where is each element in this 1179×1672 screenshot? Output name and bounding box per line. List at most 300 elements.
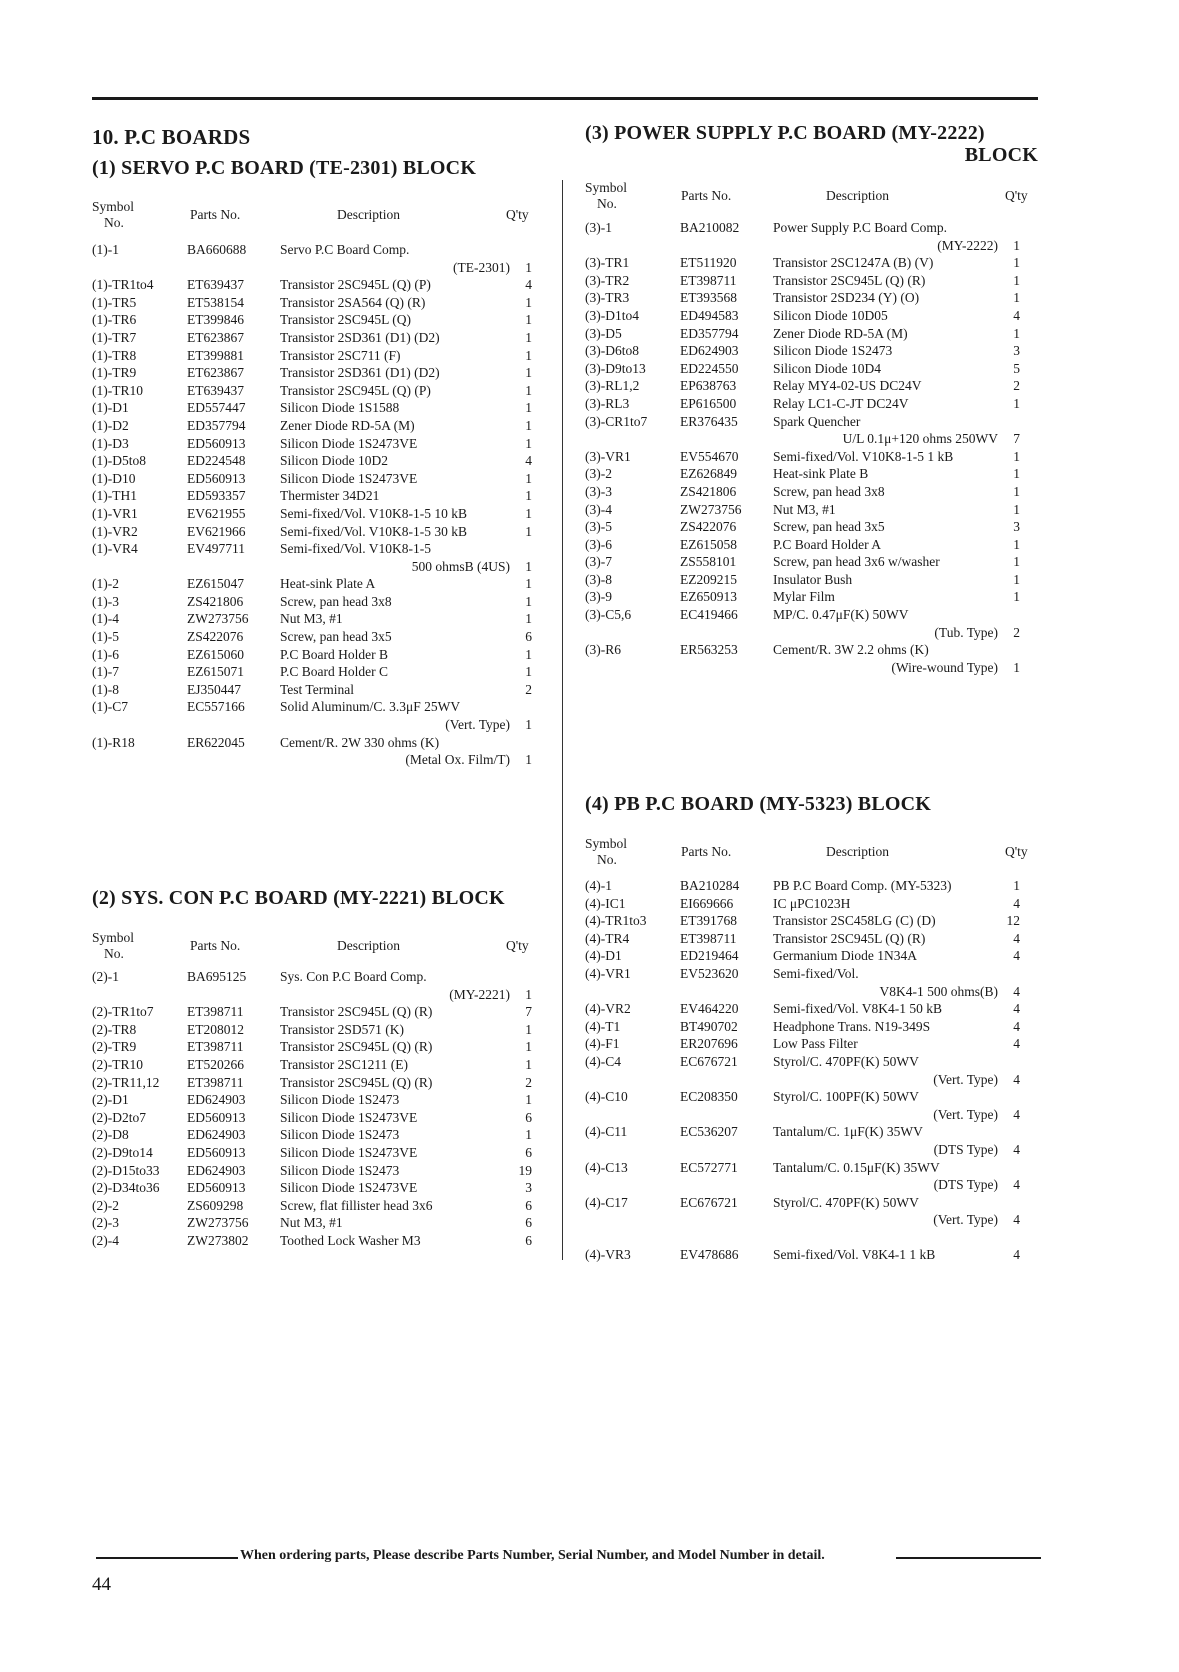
symbol-cell: (2)-D8: [92, 1127, 129, 1143]
description-cell: (Vert. Type): [933, 1106, 998, 1122]
header-parts: Parts No.: [681, 188, 732, 203]
table-row: [92, 1126, 542, 1144]
table-row: [585, 483, 1040, 501]
parts-no-cell: ET399846: [187, 312, 244, 328]
qty-cell: 7: [525, 1004, 532, 1020]
qty-cell: 4: [1013, 1212, 1020, 1228]
qty-cell: 1: [525, 488, 532, 504]
parts-no-cell: ED624903: [187, 1092, 246, 1108]
parts-no-cell: EC536207: [680, 1124, 738, 1140]
symbol-cell: (4)-C10: [585, 1089, 628, 1105]
description-cell: Solid Aluminum/C. 3.3μF 25WV: [280, 699, 461, 715]
symbol-cell: (3)-2: [585, 466, 612, 482]
description-cell: Silicon Diode 1S2473: [280, 1127, 400, 1143]
table-row: [585, 1018, 1040, 1036]
description-cell: Nut M3, #1: [280, 611, 343, 627]
header-description: Description: [826, 844, 889, 859]
description-cell: Silicon Diode 10D05: [773, 307, 888, 323]
description-cell: Silicon Diode 1S1588: [280, 400, 400, 416]
section-1-header: [92, 199, 542, 235]
symbol-cell: (1)-TR1to4: [92, 277, 154, 293]
symbol-cell: (3)-9: [585, 589, 612, 605]
parts-no-cell: ET639437: [187, 382, 244, 398]
table-row: [585, 254, 1040, 272]
symbol-cell: (1)-C7: [92, 699, 128, 715]
parts-no-cell: ET399881: [187, 347, 244, 363]
parts-no-cell: ZS422076: [187, 629, 244, 645]
section-1-table: [92, 241, 542, 769]
qty-cell: 1: [1013, 395, 1020, 411]
table-row: [585, 219, 1040, 237]
qty-cell: 3: [525, 1180, 532, 1196]
description-cell: Screw, pan head 3x8: [280, 593, 392, 609]
parts-no-cell: ED560913: [187, 435, 246, 451]
symbol-cell: (1)-D3: [92, 435, 129, 451]
table-row: [585, 395, 1040, 413]
symbol-cell: (2)-D2to7: [92, 1109, 146, 1125]
symbol-cell: (4)-F1: [585, 1036, 620, 1052]
section-4-header: [585, 836, 1040, 872]
parts-no-cell: EZ615058: [680, 536, 737, 552]
section-3-title-cont: BLOCK: [964, 144, 1038, 166]
header-symbol: Symbol: [92, 199, 135, 214]
symbol-cell: (2)-D34to36: [92, 1180, 160, 1196]
symbol-cell: (3)-D1to4: [585, 307, 639, 323]
parts-no-cell: EZ650913: [680, 589, 737, 605]
qty-cell: 1: [525, 1092, 532, 1108]
table-row: [585, 307, 1040, 325]
table-row: [92, 435, 542, 453]
description-cell: Zener Diode RD-5A (M): [280, 417, 415, 433]
description-cell: Heat-sink Plate B: [773, 466, 869, 482]
qty-cell: 4: [1013, 930, 1020, 946]
description-cell: IC μPC1023H: [773, 895, 851, 911]
qty-cell: 4: [1013, 307, 1020, 323]
parts-no-cell: ED593357: [187, 488, 246, 504]
header-no: No.: [104, 946, 124, 961]
table-row: [92, 1109, 542, 1127]
parts-no-cell: EZ615071: [187, 664, 244, 680]
table-row: [92, 294, 542, 312]
qty-cell: 6: [525, 1197, 532, 1213]
qty-cell: 1: [525, 558, 532, 574]
qty-cell: 1: [525, 312, 532, 328]
table-row-continuation: [585, 237, 1040, 255]
description-cell: Screw, flat fillister head 3x6: [280, 1197, 433, 1213]
description-cell: Transistor 2SC711 (F): [280, 347, 401, 363]
symbol-cell: (4)-VR3: [585, 1247, 631, 1263]
qty-cell: 4: [1013, 1036, 1020, 1052]
qty-cell: 1: [1013, 878, 1020, 893]
description-cell: Silicon Diode 1S2473VE: [280, 1144, 418, 1160]
footer-rule-left: [96, 1557, 238, 1559]
qty-cell: 7: [1013, 431, 1020, 447]
parts-no-cell: BA695125: [187, 969, 247, 984]
table-row: [92, 734, 542, 752]
qty-cell: 1: [525, 400, 532, 416]
header-parts: Parts No.: [681, 844, 732, 859]
parts-no-cell: ET538154: [187, 294, 244, 310]
table-row: [92, 417, 542, 435]
parts-no-cell: EC676721: [680, 1194, 738, 1210]
parts-no-cell: ET208012: [187, 1021, 244, 1037]
description-cell: (Tub. Type): [934, 624, 998, 640]
symbol-cell: (2)-TR1to7: [92, 1004, 154, 1020]
symbol-cell: (3)-7: [585, 554, 612, 570]
page-title: 10. P.C BOARDS: [92, 125, 251, 149]
parts-no-cell: ER622045: [187, 734, 245, 750]
parts-no-cell: EZ209215: [680, 571, 737, 587]
table-row-continuation: [585, 983, 1040, 1001]
table-row: [585, 1000, 1040, 1018]
table-row: [92, 311, 542, 329]
section-3-title: (3) POWER SUPPLY P.C BOARD (MY-2222): [585, 122, 985, 144]
description-cell: Styrol/C. 100PF(K) 50WV: [773, 1089, 919, 1105]
qty-cell: 1: [525, 523, 532, 539]
header-parts: Parts No.: [190, 938, 241, 953]
symbol-cell: (3)-5: [585, 519, 612, 535]
description-cell: Tantalum/C. 0.15μF(K) 35WV: [773, 1159, 940, 1175]
parts-no-cell: EV621966: [187, 523, 246, 539]
section-3-table: [585, 219, 1040, 676]
description-cell: V8K4-1 500 ohms(B): [879, 983, 998, 999]
description-cell: Transistor 2SD361 (D1) (D2): [280, 365, 440, 381]
table-row-continuation: [585, 1141, 1040, 1159]
description-cell: P.C Board Holder C: [280, 664, 388, 680]
qty-cell: 1: [1013, 448, 1020, 464]
table-row: [92, 681, 542, 699]
parts-no-cell: ED560913: [187, 1109, 246, 1125]
symbol-cell: (2)-TR11,12: [92, 1074, 160, 1090]
description-cell: Semi-fixed/Vol.: [773, 965, 859, 981]
parts-no-cell: ZW273756: [187, 611, 249, 627]
description-cell: Tantalum/C. 1μF(K) 35WV: [773, 1124, 923, 1140]
symbol-cell: (1)-6: [92, 646, 119, 662]
qty-cell: 1: [1013, 237, 1020, 253]
header-description: Description: [337, 938, 400, 953]
table-row: [585, 606, 1040, 624]
header-description: Description: [826, 188, 889, 203]
section-2-table: [92, 968, 542, 1250]
table-row: [92, 399, 542, 417]
symbol-cell: (1)-TH1: [92, 488, 137, 504]
parts-no-cell: EC557166: [187, 699, 245, 715]
symbol-cell: (4)-TR1to3: [585, 913, 647, 929]
symbol-cell: (4)-D1: [585, 948, 622, 964]
qty-cell: 1: [525, 1056, 532, 1072]
description-cell: Thermister 34D21: [280, 488, 380, 504]
description-cell: Semi-fixed/Vol. V8K4-1 1 kB: [773, 1247, 936, 1263]
qty-cell: 1: [525, 347, 532, 363]
table-row: [585, 641, 1040, 659]
qty-cell: 4: [525, 277, 532, 293]
qty-cell: 1: [525, 717, 532, 733]
table-row: [92, 241, 542, 259]
description-cell: P.C Board Holder B: [280, 646, 388, 662]
description-cell: Power Supply P.C Board Comp.: [773, 220, 948, 235]
table-row: [92, 1197, 542, 1215]
parts-no-cell: ET398711: [680, 272, 737, 288]
symbol-cell: (2)-TR8: [92, 1021, 137, 1037]
table-row: [92, 1162, 542, 1180]
qty-cell: 1: [525, 365, 532, 381]
table-row: [92, 593, 542, 611]
table-row: [585, 912, 1040, 930]
table-row: [585, 947, 1040, 965]
description-cell: (Wire-wound Type): [891, 659, 998, 675]
qty-cell: 1: [1013, 589, 1020, 605]
qty-cell: 4: [1013, 1177, 1020, 1193]
description-cell: (MY-2222): [937, 237, 998, 253]
qty-cell: 5: [1013, 360, 1020, 376]
qty-cell: 4: [1013, 1141, 1020, 1157]
description-cell: Cement/R. 3W 2.2 ohms (K): [773, 642, 929, 658]
parts-no-cell: EV497711: [187, 541, 245, 557]
qty-cell: 1: [1013, 466, 1020, 482]
symbol-cell: (4)-C13: [585, 1159, 628, 1175]
qty-cell: 1: [1013, 272, 1020, 288]
description-cell: Semi-fixed/Vol. V8K4-1 50 kB: [773, 1001, 943, 1017]
description-cell: Nut M3, #1: [773, 501, 836, 517]
description-cell: Relay LC1-C-JT DC24V: [773, 395, 909, 411]
symbol-cell: (3)-6: [585, 536, 612, 552]
table-row: [585, 501, 1040, 519]
table-row-continuation: [585, 1176, 1040, 1194]
symbol-cell: (1)-TR9: [92, 365, 137, 381]
qty-cell: 1: [1013, 325, 1020, 341]
table-row: [585, 272, 1040, 290]
description-cell: Insulator Bush: [773, 571, 853, 587]
qty-cell: 1: [525, 593, 532, 609]
footer-rule-right: [896, 1557, 1041, 1559]
parts-no-cell: ZW273756: [680, 501, 742, 517]
symbol-cell: (3)-1: [585, 220, 612, 235]
parts-no-cell: ET398711: [187, 1004, 244, 1020]
table-row: [92, 1091, 542, 1109]
parts-no-cell: EV478686: [680, 1247, 739, 1263]
description-cell: Transistor 2SC1247A (B) (V): [773, 255, 934, 271]
parts-no-cell: EV523620: [680, 965, 739, 981]
table-row-continuation: [585, 659, 1040, 677]
symbol-cell: (3)-TR2: [585, 272, 630, 288]
description-cell: Semi-fixed/Vol. V10K8-1-5: [280, 541, 431, 557]
qty-cell: 2: [525, 1074, 532, 1090]
symbol-cell: (1)-8: [92, 681, 119, 697]
table-row: [585, 448, 1040, 466]
symbol-cell: (1)-D5to8: [92, 453, 146, 469]
table-row: [585, 342, 1040, 360]
parts-no-cell: EC419466: [680, 607, 738, 623]
header-parts: Parts No.: [190, 207, 241, 222]
parts-no-cell: EZ626849: [680, 466, 737, 482]
description-cell: Germanium Diode 1N34A: [773, 948, 917, 964]
symbol-cell: (1)-TR8: [92, 347, 137, 363]
parts-no-cell: ED224550: [680, 360, 739, 376]
table-row: [92, 628, 542, 646]
description-cell: P.C Board Holder A: [773, 536, 881, 552]
description-cell: Transistor 2SC945L (Q) (P): [280, 382, 431, 398]
qty-cell: 4: [1013, 1247, 1020, 1263]
symbol-cell: (1)-D2: [92, 417, 129, 433]
description-cell: Transistor 2SC945L (Q) (R): [773, 272, 926, 288]
qty-cell: 1: [525, 417, 532, 433]
parts-no-cell: ET391768: [680, 913, 737, 929]
parts-no-cell: EI669666: [680, 895, 734, 911]
qty-cell: 6: [525, 1232, 532, 1248]
table-row-continuation: [92, 751, 542, 769]
symbol-cell: (1)-5: [92, 629, 119, 645]
description-cell: Semi-fixed/Vol. V10K8-1-5 1 kB: [773, 448, 954, 464]
symbol-cell: (3)-4: [585, 501, 612, 517]
section-2-title: (2) SYS. CON P.C BOARD (MY-2221) BLOCK: [92, 887, 505, 909]
section-4-title: (4) PB P.C BOARD (MY-5323) BLOCK: [585, 793, 932, 815]
table-row-continuation: [92, 986, 542, 1004]
table-row: [92, 540, 542, 558]
qty-cell: 4: [1013, 1018, 1020, 1034]
description-cell: Sys. Con P.C Board Comp.: [280, 969, 427, 984]
description-cell: Transistor 2SC945L (Q) (P): [280, 277, 431, 293]
qty-cell: 3: [1013, 519, 1020, 535]
symbol-cell: (2)-TR9: [92, 1039, 137, 1055]
parts-no-cell: ET511920: [680, 255, 737, 271]
description-cell: Mylar Film: [773, 589, 835, 605]
parts-no-cell: ED494583: [680, 307, 739, 323]
table-row: [585, 588, 1040, 606]
description-cell: Transistor 2SC458LG (C) (D): [773, 913, 936, 929]
qty-cell: 2: [1013, 378, 1020, 394]
parts-no-cell: EC208350: [680, 1089, 738, 1105]
symbol-cell: (1)-3: [92, 593, 119, 609]
parts-no-cell: EV464220: [680, 1001, 739, 1017]
parts-no-cell: ED219464: [680, 948, 739, 964]
parts-no-cell: BA210284: [680, 878, 740, 893]
parts-no-cell: ED557447: [187, 400, 246, 416]
table-row: [92, 382, 542, 400]
parts-no-cell: ED357794: [187, 417, 246, 433]
qty-cell: 1: [525, 259, 532, 275]
symbol-cell: (2)-D9to14: [92, 1144, 153, 1160]
table-row: [585, 1159, 1040, 1177]
parts-no-cell: ED224548: [187, 453, 246, 469]
table-row: [92, 663, 542, 681]
table-row: [585, 895, 1040, 913]
symbol-cell: (1)-1: [92, 242, 119, 257]
parts-no-cell: ED560913: [187, 1144, 246, 1160]
symbol-cell: (1)-D10: [92, 470, 136, 486]
table-row: [585, 465, 1040, 483]
description-cell: (Metal Ox. Film/T): [405, 752, 510, 768]
description-cell: 500 ohmsB (4US): [411, 558, 510, 574]
page-number: 44: [92, 1574, 111, 1595]
symbol-cell: (2)-3: [92, 1215, 119, 1231]
description-cell: Zener Diode RD-5A (M): [773, 325, 908, 341]
symbol-cell: (3)-R6: [585, 642, 621, 658]
table-row: [585, 325, 1040, 343]
description-cell: (Vert. Type): [933, 1071, 998, 1087]
qty-cell: 4: [1013, 895, 1020, 911]
description-cell: Transistor 2SC945L (Q) (R): [280, 1004, 433, 1020]
qty-cell: 4: [525, 453, 532, 469]
table-row: [92, 329, 542, 347]
parts-no-cell: ZS609298: [187, 1197, 244, 1213]
description-cell: Test Terminal: [280, 681, 354, 697]
qty-cell: 1: [525, 505, 532, 521]
parts-no-cell: ET398711: [187, 1039, 244, 1055]
qty-cell: 12: [1006, 913, 1020, 929]
header-qty: Q'ty: [506, 207, 529, 222]
column-divider: [562, 180, 563, 1260]
description-cell: Silicon Diode 1S2473: [280, 1092, 400, 1108]
table-row: [92, 347, 542, 365]
table-row: [92, 276, 542, 294]
qty-cell: 1: [1013, 659, 1020, 675]
qty-cell: 6: [525, 1144, 532, 1160]
qty-cell: 6: [525, 1109, 532, 1125]
qty-cell: 1: [525, 646, 532, 662]
header-no: No.: [104, 215, 124, 230]
description-cell: Low Pass Filter: [773, 1036, 858, 1052]
parts-no-cell: EP638763: [680, 378, 737, 394]
table-row: [92, 523, 542, 541]
top-rule: [92, 97, 1038, 100]
description-cell: (Vert. Type): [933, 1212, 998, 1228]
description-cell: Silicon Diode 1S2473VE: [280, 435, 418, 451]
table-row: [92, 364, 542, 382]
description-cell: Transistor 2SD234 (Y) (O): [773, 290, 920, 306]
description-cell: Semi-fixed/Vol. V10K8-1-5 30 kB: [280, 523, 467, 539]
section-4-table: [585, 877, 1040, 1264]
qty-cell: 1: [525, 1127, 532, 1143]
description-cell: Styrol/C. 470PF(K) 50WV: [773, 1053, 919, 1069]
table-row: [92, 505, 542, 523]
table-row: [585, 553, 1040, 571]
qty-cell: 4: [1013, 1106, 1020, 1122]
description-cell: Transistor 2SD361 (D1) (D2): [280, 329, 440, 345]
table-row: [585, 536, 1040, 554]
parts-no-cell: ED624903: [680, 343, 739, 359]
table-row: [92, 1021, 542, 1039]
description-cell: Transistor 2SA564 (Q) (R): [280, 294, 426, 310]
table-row: [585, 360, 1040, 378]
symbol-cell: (3)-8: [585, 571, 612, 587]
parts-no-cell: ER563253: [680, 642, 738, 658]
description-cell: Heat-sink Plate A: [280, 576, 376, 592]
symbol-cell: (3)-D5: [585, 325, 622, 341]
description-cell: Cement/R. 2W 330 ohms (K): [280, 734, 440, 750]
table-row-continuation: [585, 430, 1040, 448]
qty-cell: 1: [1013, 536, 1020, 552]
table-row: [92, 487, 542, 505]
description-cell: Transistor 2SC945L (Q): [280, 312, 412, 328]
table-row: [92, 1179, 542, 1197]
symbol-cell: (4)-C11: [585, 1124, 628, 1140]
table-row-continuation: [92, 558, 542, 576]
description-cell: Transistor 2SC945L (Q) (R): [773, 930, 926, 946]
description-cell: (MY-2221): [449, 986, 510, 1002]
table-row: [585, 289, 1040, 307]
table-row: [92, 470, 542, 488]
symbol-cell: (2)-2: [92, 1197, 119, 1213]
qty-cell: 1: [1013, 483, 1020, 499]
qty-cell: 1: [525, 470, 532, 486]
symbol-cell: (1)-TR10: [92, 382, 143, 398]
description-cell: Semi-fixed/Vol. V10K8-1-5 10 kB: [280, 505, 467, 521]
table-row: [92, 610, 542, 628]
parts-no-cell: EV621955: [187, 505, 246, 521]
symbol-cell: (3)-TR3: [585, 290, 630, 306]
qty-cell: 1: [1013, 571, 1020, 587]
qty-cell: 1: [525, 382, 532, 398]
